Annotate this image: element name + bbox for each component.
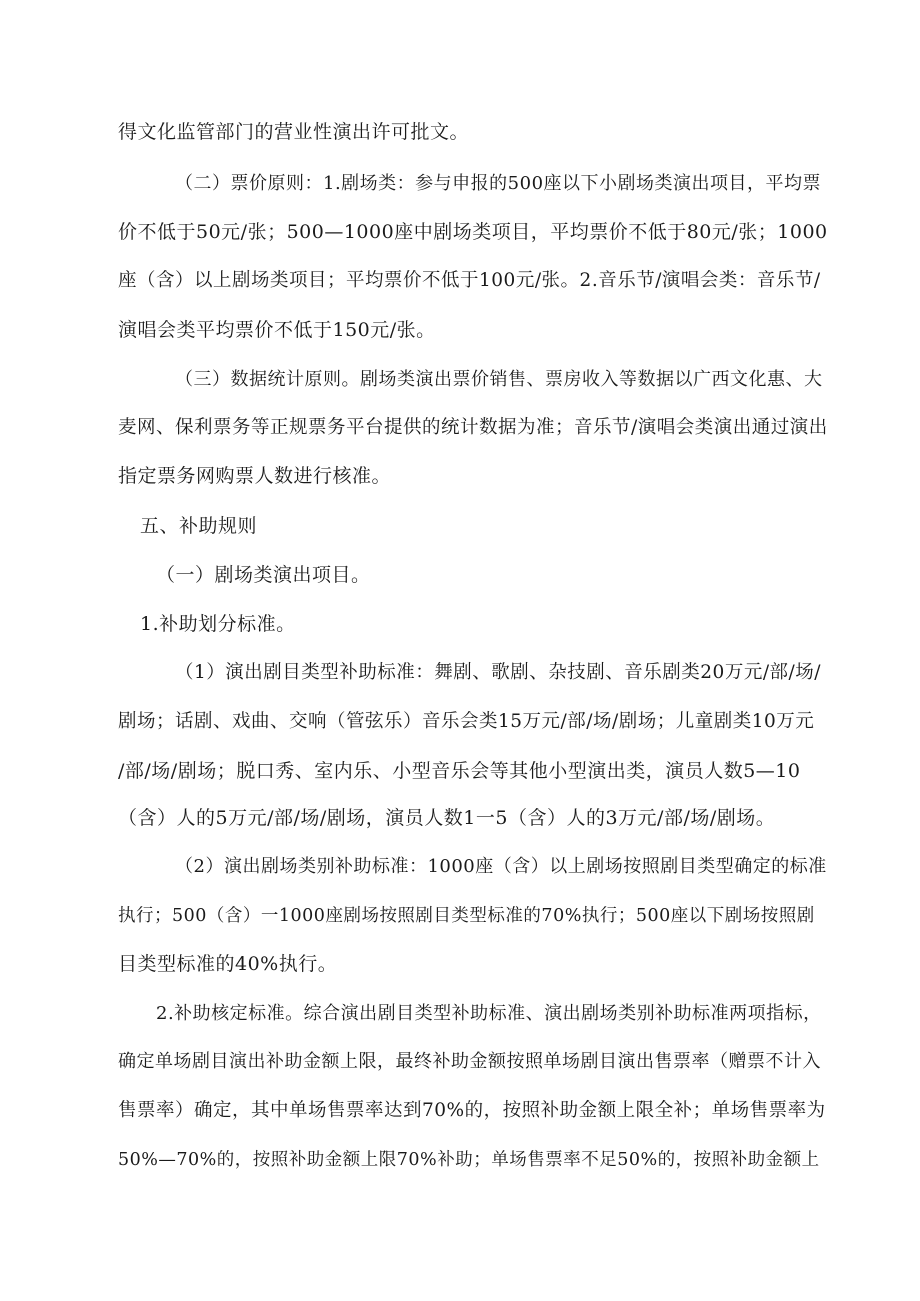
section-heading: 五、补助规则	[140, 515, 258, 537]
text-line-13: 剧场；话剧、戏曲、交响（管弦乐）音乐会类15万元/部/场/剧场；儿童剧类10万元	[118, 711, 815, 732]
text-line-11: 1.补助划分标准。	[140, 613, 296, 635]
text-line-1: 得文化监管部门的营业性演出许可批文。	[118, 121, 470, 143]
text-line-2: （二）票价原则：1.剧场类：参与申报的500座以下小剧场类演出项目，平均票	[175, 173, 822, 194]
text-line-20: 确定单场剧目演出补助金额上限，最终补助金额按照单场剧目演出售票率（赠票不计入	[118, 1051, 821, 1072]
text-line-19: 2.补助核定标准。综合演出剧目类型补助标准、演出剧场类别补助标准两项指标，	[156, 1003, 822, 1024]
text-line-3: 价不低于50元/张；500—1000座中剧场类项目，平均票价不低于80元/张；1000	[118, 221, 828, 243]
text-line-6: （三）数据统计原则。剧场类演出票价销售、票房收入等数据以广西文化惠、大	[175, 369, 823, 390]
text-line-5: 演唱会类平均票价不低于150元/张。	[118, 319, 436, 341]
text-line-4: 座（含）以上剧场类项目；平均票价不低于100元/张。2.音乐节/演唱会类：音乐节/	[118, 270, 821, 291]
text-line-18: 目类型标准的40%执行。	[118, 953, 338, 975]
text-line-21: 售票率）确定，其中单场售票率达到70%的，按照补助金额上限全补；单场售票率为	[118, 1100, 826, 1121]
text-line-22: 50%—70%的，按照补助金额上限70%补助；单场售票率不足50%的，按照补助金额上	[118, 1150, 820, 1170]
text-line-7: 麦网、保利票务等正规票务平台提供的统计数据为准；音乐节/演唱会类演出通过演出	[118, 417, 828, 438]
text-line-16: （2）演出剧场类别补助标准：1000座（含）以上剧场按照剧目类型确定的标准	[175, 856, 827, 877]
text-line-12: （1）演出剧目类型补助标准：舞剧、歌剧、杂技剧、音乐剧类20万元/部/场/	[175, 662, 822, 683]
subsection-heading: （一）剧场类演出项目。	[156, 564, 371, 586]
text-line-15: （含）人的5万元/部/场/剧场，演员人数1一5（含）人的3万元/部/场/剧场。	[118, 807, 776, 829]
text-line-14: /部/场/剧场；脱口秀、室内乐、小型音乐会等其他小型演出类，演员人数5—10	[118, 760, 801, 782]
text-line-8: 指定票务网购票人数进行核准。	[118, 465, 392, 487]
text-line-17: 执行；500（含）一1000座剧场按照剧目类型标准的70%执行；500座以下剧场按照剧	[118, 906, 815, 926]
